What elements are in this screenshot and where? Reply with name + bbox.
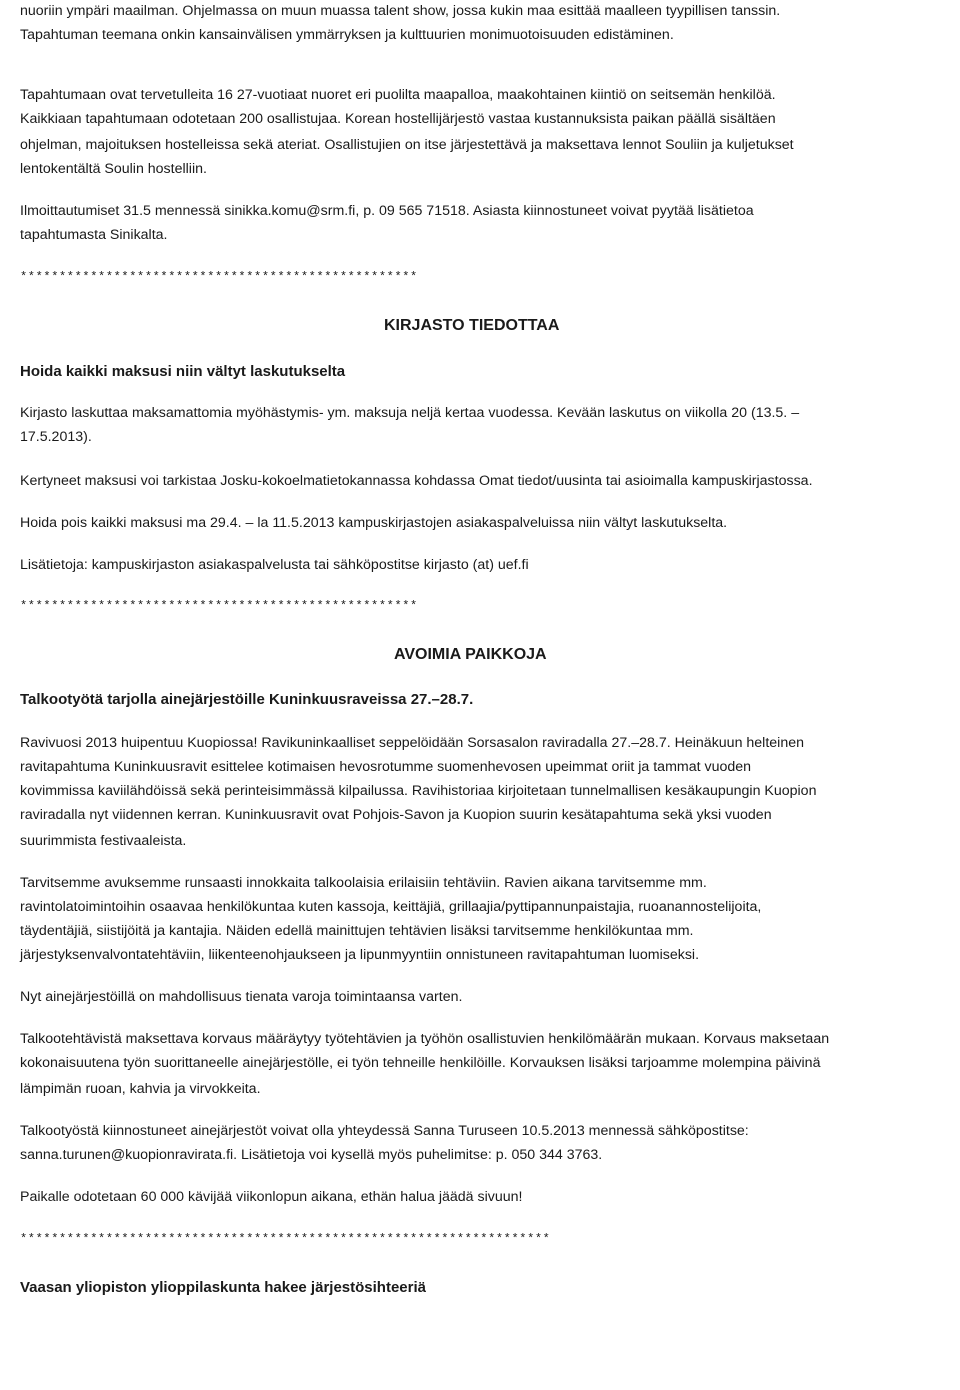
jobs-line: kokonaisuutena työn suorittaneelle ainejärjestölle, ei työn tehneille henkilöille. Korvauksen lisäksi tarjoamme molempina päivinä bbox=[20, 1055, 821, 1071]
intro-line: Tapahtumaan ovat tervetulleita 16 27-vuotiaat nuoret eri puolilta maapalloa, maakohtainen kiintiö on seitsemän henkilöä. bbox=[20, 87, 776, 103]
jobs-line: sanna.turunen@kuopionravirata.fi. Lisätietoja voi kysellä myös puhelimitse: p. 050 344 3763. bbox=[20, 1147, 603, 1163]
jobs-line: Paikalle odotetaan 60 000 kävijää viikonlopun aikana, ethän halua jäädä sivuun! bbox=[20, 1189, 523, 1205]
jobs-line: täydentäjiä, siistijöitä ja kantajia. Näiden edellä mainittujen tehtävien lisäksi tarvitsemme henkilökuntaa mm. bbox=[20, 923, 694, 939]
jobs-line: kovimmissa kaviilähdöissä sekä perinteisimmässä kilpailussa. Ravihistoriaa kirjoitetaan tunnelmallisen kesäkaupungin Kuopion bbox=[20, 783, 817, 799]
section-heading-jobs: AVOIMIA PAIKKOJA bbox=[394, 646, 547, 663]
jobs-line: lämpimän ruoan, kahvia ja virvokkeita. bbox=[20, 1081, 261, 1097]
final-subheading: Vaasan yliopiston ylioppilaskunta hakee järjestösihteeriä bbox=[20, 1279, 426, 1296]
jobs-line: suurimmista festivaaleista. bbox=[20, 833, 187, 849]
intro-line: Kaikkiaan tapahtumaan odotetaan 200 osallistujaa. Korean hostellijärjestö vastaa kustannuksista paikan päällä sisältäen bbox=[20, 111, 776, 127]
separator: ******************************************************************** bbox=[20, 1232, 551, 1246]
jobs-line: ravitapahtuma Kuninkuusravit esittelee kotimaisen hevosrotumme suomenhevosen upeimmat oriit ja tammat vuoden bbox=[20, 759, 752, 775]
intro-line: nuoriin ympäri maailman. Ohjelmassa on muun muassa talent show, jossa kukin maa esittää maalleen tyypillisen tanssin. bbox=[20, 3, 781, 19]
library-line: Lisätietoja: kampuskirjaston asiakaspalvelusta tai sähköpostitse kirjasto (at) uef.fi bbox=[20, 557, 529, 573]
intro-line: Tapahtuman teemana onkin kansainvälisen ymmärryksen ja kulttuurien monimuotoisuuden edistäminen. bbox=[20, 27, 674, 43]
intro-line: ohjelman, majoituksen hostelleissa sekä ateriat. Osallistujien on itse järjestettävä ja maksettava lennot Souliin ja kuljetukset bbox=[20, 137, 794, 153]
library-line: Kertyneet maksusi voi tarkistaa Josku-kokoelmatietokannassa kohdassa Omat tiedot/uusinta tai asioimalla kampuskirjastossa. bbox=[20, 473, 813, 489]
intro-line: tapahtumasta Sinikalta. bbox=[20, 227, 168, 243]
library-subheading: Hoida kaikki maksusi niin vältyt laskutukselta bbox=[20, 363, 346, 380]
library-line: Hoida pois kaikki maksusi ma 29.4. – la 11.5.2013 kampuskirjastojen asiakaspalveluissa niin vältyt laskutukselta. bbox=[20, 515, 728, 531]
jobs-line: Nyt ainejärjestöillä on mahdollisuus tienata varoja toimintaansa varten. bbox=[20, 989, 463, 1005]
jobs-line: järjestyksenvalvontatehtäviin, liikenteenohjaukseen ja lipunmyyntiin onnistuneen ravitapahtuman luomiseksi. bbox=[20, 947, 700, 963]
jobs-line: Ravivuosi 2013 huipentuu Kuopiossa! Ravikuninkaalliset seppelöidään Sorsasalon raviradalla 27.–28.7. Heinäkuun helteinen bbox=[20, 735, 804, 751]
section-heading-library: KIRJASTO TIEDOTTAA bbox=[384, 317, 560, 334]
separator: *************************************************** bbox=[20, 270, 418, 284]
jobs-line: Talkootyöstä kiinnostuneet ainejärjestöt voivat olla yhteydessä Sanna Turuseen 10.5.2013 mennessä sähköpostitse: bbox=[20, 1123, 749, 1139]
intro-line: Ilmoittautumiset 31.5 mennessä sinikka.komu@srm.fi, p. 09 565 71518. Asiasta kiinnostuneet voivat pyytää lisätietoa bbox=[20, 203, 754, 219]
jobs-line: raviradalla nyt viidennen kerran. Kuninkuusravit ovat Pohjois-Savon ja Kuopion suurin kesätapahtuma sekä yksi vuoden bbox=[20, 807, 772, 823]
jobs-line: Talkootehtävistä maksettava korvaus määräytyy työtehtävien ja työhön osallistuvien henkilömäärän mukaan. Korvaus maksetaan bbox=[20, 1031, 830, 1047]
intro-line: lentokentältä Soulin hostelliin. bbox=[20, 161, 207, 177]
separator: *************************************************** bbox=[20, 599, 418, 613]
library-line: Kirjasto laskuttaa maksamattomia myöhästymis- ym. maksuja neljä kertaa vuodessa. Kevään laskutus on viikolla 20 (13.5. – bbox=[20, 405, 800, 421]
jobs-line: ravintolatoimintoihin osaavaa henkilökuntaa kuten kassoja, keittäjiä, grillaajia/pyttipannunpaistajia, ruoanannostelijoita, bbox=[20, 899, 762, 915]
jobs-subheading: Talkootyötä tarjolla ainejärjestöille Kuninkuusraveissa 27.–28.7. bbox=[20, 691, 474, 708]
jobs-line: Tarvitsemme avuksemme runsaasti innokkaita talkoolaisia erilaisiin tehtäviin. Ravien aikana tarvitsemme mm. bbox=[20, 875, 707, 891]
library-line: 17.5.2013). bbox=[20, 429, 92, 445]
